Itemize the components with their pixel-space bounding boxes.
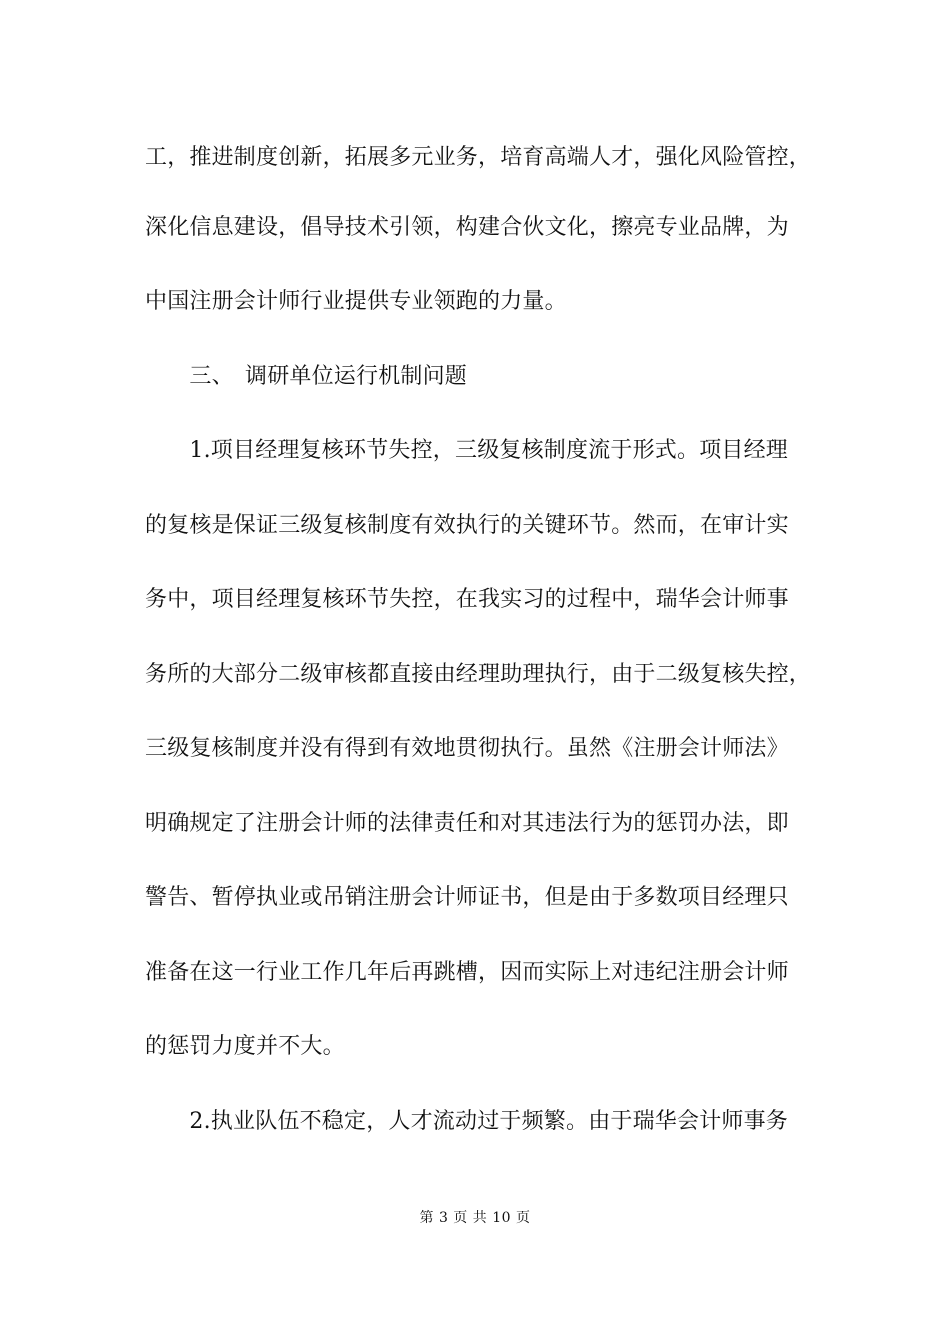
body-line: 工，推进制度创新，拓展多元业务，培育高端人才，强化风险管控， xyxy=(145,145,812,170)
section-heading: 三、 调研单位运行机制问题 xyxy=(145,364,468,389)
body-line: 中国注册会计师行业提供专业领跑的力量。 xyxy=(145,289,567,314)
body-line: 三级复核制度并没有得到有效地贯彻执行。虽然《注册会计师法》 xyxy=(145,736,789,761)
body-line: 务中，项目经理复核环节失控，在我实习的过程中，瑞华会计师事 xyxy=(145,587,789,612)
body-line: 的复核是保证三级复核制度有效执行的关键环节。然而，在审计实 xyxy=(145,513,789,538)
body-line: 深化信息建设，倡导技术引领，构建合伙文化，擦亮专业品牌，为 xyxy=(145,215,789,240)
body-line: 1.项目经理复核环节失控，三级复核制度流于形式。项目经理 xyxy=(145,438,788,463)
body-line: 务所的大部分二级审核都直接由经理助理执行，由于二级复核失控， xyxy=(145,662,812,687)
page-footer: 第 3 页 共 10 页 xyxy=(419,1210,531,1226)
body-line: 2.执业队伍不稳定，人才流动过于频繁。由于瑞华会计师事务 xyxy=(145,1109,788,1134)
body-line: 准备在这一行业工作几年后再跳槽，因而实际上对违纪注册会计师 xyxy=(145,960,789,985)
body-line: 警告、暂停执业或吊销注册会计师证书，但是由于多数项目经理只 xyxy=(145,885,789,910)
body-line: 明确规定了注册会计师的法律责任和对其违法行为的惩罚办法，即 xyxy=(145,811,789,836)
body-line: 的惩罚力度并不大。 xyxy=(145,1034,345,1059)
